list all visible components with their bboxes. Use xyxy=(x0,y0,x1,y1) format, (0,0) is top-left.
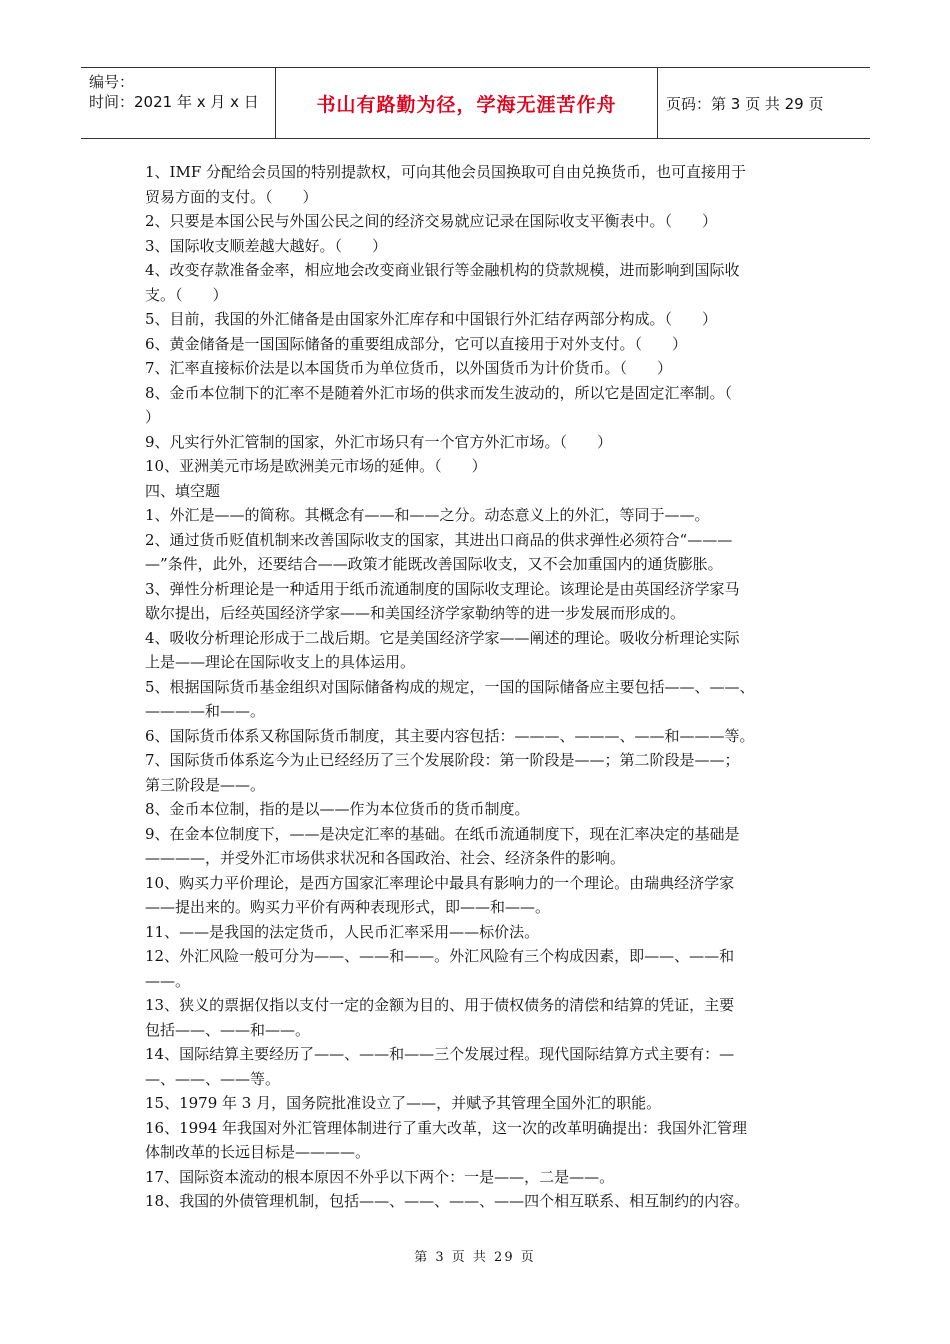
text-line: 9、凡实行外汇管制的国家，外汇市场只有一个官方外汇市场。（ ） xyxy=(145,432,613,451)
header-page-label: 页码：第 3 页 共 29 页 xyxy=(666,94,824,113)
text-line: 13、狭义的票据仅指以支付一定的金额为目的、用于债权债务的清偿和结算的凭证，主要 xyxy=(145,996,735,1014)
text-line: 10、亚洲美元市场是欧洲美元市场的延伸。（ ） xyxy=(145,457,487,475)
text-line: 第三阶段是——。 xyxy=(145,775,266,794)
text-line: 7、国际货币体系迄今为止已经经历了三个发展阶段：第一阶段是——；第二阶段是——； xyxy=(145,751,740,769)
document-date-label: 时间：2021 年 x 月 x 日 xyxy=(89,93,259,111)
text-line: 包括——、——和——。 xyxy=(145,1020,311,1039)
text-line: 8、金币本位制，指的是以——作为本位货币的货币制度。 xyxy=(145,800,530,818)
page-header xyxy=(81,67,870,139)
text-line: 15、1979 年 3 月，国务院批准设立了——，并赋予其管理全国外汇的职能。 xyxy=(145,1094,662,1112)
text-line: 8、金币本位制下的汇率不是随着外汇市场的供求而发生波动的，所以它是固定汇率制。（ xyxy=(145,383,733,402)
text-line: 体制改革的长远目标是————。 xyxy=(145,1143,371,1161)
page-footer: 第 3 页 共 29 页 xyxy=(414,1250,536,1265)
text-line: 4、改变存款准备金率，相应地会改变商业银行等金融机构的贷款规模，进而影响到国际收 xyxy=(145,261,740,279)
text-line: ——。 xyxy=(145,971,191,990)
text-line: 10、购买力平价理论，是西方国家汇率理论中最具有影响力的一个理论。由瑞典经济学家 xyxy=(145,873,735,892)
text-line: ） xyxy=(145,408,161,426)
header-motto: 书山有路勤为径，学海无涯苦作舟 xyxy=(276,68,658,138)
text-line: 歇尔提出，后经英国经济学家——和美国经济学家勒纳等的进一步发展而形成的。 xyxy=(145,604,686,622)
text-line: ————和——。 xyxy=(145,702,266,720)
text-line: 7、汇率直接标价法是以本国货币为单位货币，以外国货币为计价货币。（ ） xyxy=(145,359,673,377)
text-line: 3、弹性分析理论是一种适用于纸币流通制度的国际收支理论。该理论是由英国经济学家马 xyxy=(145,579,740,598)
text-line: 3、国际收支顺差越大越好。（ ） xyxy=(145,236,388,255)
text-line: 5、目前，我国的外汇储备是由国家外汇库存和中国银行外汇结存两部分构成。（ ） xyxy=(145,310,718,328)
text-line: 四、填空题 xyxy=(145,481,221,500)
text-line: 6、黄金储备是一国国际储备的重要组成部分，它可以直接用于对外支付。（ ） xyxy=(145,334,688,353)
text-line: 6、国际货币体系又称国际货币制度，其主要内容包括：———、———、——和———等。 xyxy=(145,726,755,745)
text-line: 12、外汇风险一般可分为——、——和——。外汇风险有三个构成因素，即——、——和 xyxy=(145,947,735,965)
text-line: —”条件，此外，还要结合——政策才能既改善国际收支，又不会加重国内的通货膨胀。 xyxy=(145,555,723,573)
text-line: 支。（ ） xyxy=(145,285,228,304)
text-line: 1、IMF 分配给会员国的特别提款权，可向其他会员国换取可自由兑换货币，也可直接用于 xyxy=(145,163,747,181)
text-line: 上是——理论在国际收支上的具体运用。 xyxy=(145,653,416,671)
text-line: 2、只要是本国公民与外国公民之间的经济交易就应记录在国际收支平衡表中。（ ） xyxy=(145,212,718,230)
text-line: ————，并受外汇市场供求状况和各国政治、社会、经济条件的影响。 xyxy=(145,849,626,867)
header-meta-cell xyxy=(81,68,276,138)
text-line: 18、我国的外债管理机制，包括——、——、——、——四个相互联系、相互制约的内容。 xyxy=(145,1192,750,1210)
text-line: 17、国际资本流动的根本原因不外乎以下两个：一是——，二是——。 xyxy=(145,1167,615,1186)
text-line: 贸易方面的支付。（ ） xyxy=(145,187,318,206)
text-line: 5、根据国际货币基金组织对国际储备构成的规定，一国的国际储备应主要包括——、——、 xyxy=(145,677,755,696)
text-line: 16、1994 年我国对外汇管理体制进行了重大改革，这一次的改革明确提出：我国外汇管理 xyxy=(145,1118,748,1137)
text-line: —、——、——等。 xyxy=(145,1069,281,1088)
text-line: 4、吸收分析理论形成于二战后期。它是美国经济学家——阐述的理论。吸收分析理论实际 xyxy=(145,628,740,647)
text-line: 11、——是我国的法定货币，人民币汇率采用——标价法。 xyxy=(145,922,540,941)
text-line: ——提出来的。购买力平价有两种表现形式，即——和——。 xyxy=(145,898,551,916)
text-line: 9、在金本位制度下，——是决定汇率的基础。在纸币流通制度下，现在汇率决定的基础是 xyxy=(145,824,740,843)
text-line: 1、外汇是——的简称。其概念有——和——之分。动态意义上的外汇，等同于——。 xyxy=(145,506,710,524)
text-line: 2、通过货币贬值机制来改善国际收支的国家，其进出口商品的供求弹性必须符合“——— xyxy=(145,530,733,549)
text-line: 14、国际结算主要经历了——、——和——三个发展过程。现代国际结算方式主要有：— xyxy=(145,1045,735,1063)
document-body xyxy=(145,160,817,1214)
document-number-label: 编号： xyxy=(89,73,135,91)
